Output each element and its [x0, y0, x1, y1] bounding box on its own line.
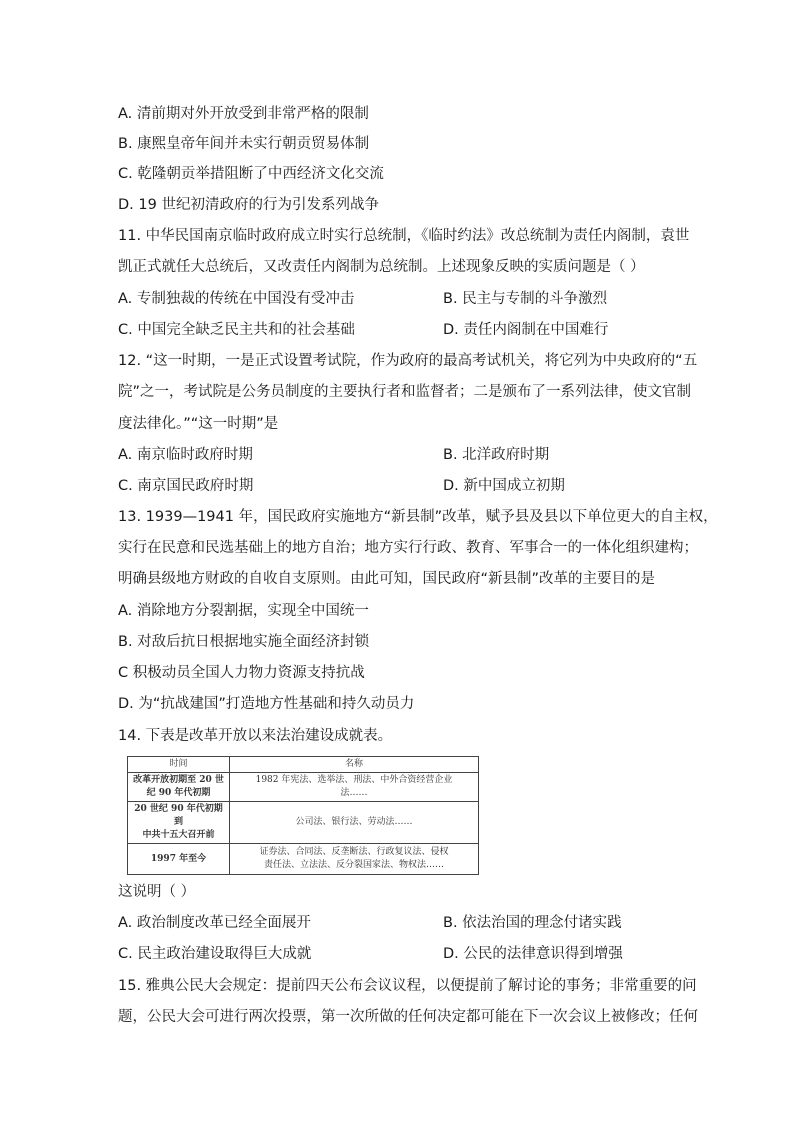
q12-option-b: B. 北洋政府时期 [443, 447, 550, 463]
q14-option-d: D. 公民的法律意识得到增强 [443, 946, 623, 962]
q14-option-c: C. 民主政治建设取得巨大成就 [118, 946, 312, 962]
q14-option-b: B. 依法治国的理念付诸实践 [443, 915, 622, 931]
q12-option-a: A. 南京临时政府时期 [118, 447, 253, 463]
q12-stem-line3: 度法律化。”“这一时期”是 [118, 416, 279, 432]
cell-text: 纪 90 年代初期 [146, 788, 211, 798]
table-cell-laws [230, 802, 479, 844]
q12-option-d: D. 新中国成立初期 [443, 478, 565, 494]
table-header-row [128, 757, 479, 773]
law-achievements-table [127, 756, 479, 875]
q10-option-c: C. 乾隆朝贡举措阻断了中西经济文化交流 [118, 166, 384, 182]
table-cell-period [128, 773, 230, 802]
q10-option-d: D. 19 世纪初清政府的行为引发系列战争 [118, 197, 379, 213]
table-cell-laws [230, 773, 479, 802]
cell-text: 1997 年至今 [150, 853, 207, 864]
cell-text: 公司法、银行法、劳动法…… [295, 817, 413, 827]
table-cell-period [128, 844, 230, 875]
q13-option-a: A. 消除地方分裂割据，实现全中国统一 [118, 603, 369, 619]
table-row [128, 844, 479, 875]
table-header-time: 时间 [128, 757, 230, 773]
q14-after-table: 这说明（ ） [118, 884, 196, 900]
q11-stem-line1: 11. 中华民国南京临时政府成立时实行总统制，《临时约法》改总统制为责任内阁制，袁世 [118, 228, 690, 244]
q10-option-b: B. 康熙皇帝年间并未实行朝贡贸易体制 [118, 136, 370, 152]
q13-stem-line1: 13. 1939—1941 年，国民政府实施地方“新县制”改革，赋予县及县以下单位更大的自主权， [118, 509, 718, 525]
cell-text: 20 世纪 90 年代初期到 [134, 804, 223, 827]
q11-option-b: B. 民主与专制的斗争激烈 [443, 291, 608, 307]
q14-option-a: A. 政治制度改革已经全面展开 [118, 915, 311, 931]
table-header-name: 名称 [230, 757, 479, 773]
q14-stem: 14. 下表是改革开放以来法治建设成就表。 [118, 728, 393, 744]
q13-option-c: C 积极动员全国人力物力资源支持抗战 [118, 665, 365, 681]
cell-text: 改革开放初期至 20 世 [133, 775, 224, 785]
q10-option-a: A. 清前期对外开放受到非常严格的限制 [118, 106, 369, 122]
cell-text: 法…… [340, 788, 368, 798]
q11-option-d: D. 责任内阁制在中国难行 [443, 322, 609, 338]
q13-option-d: D. 为“抗战建国”打造地方性基础和持久动员力 [118, 696, 415, 712]
q11-option-a: A. 专制独裁的传统在中国没有受冲击 [118, 291, 355, 307]
q11-stem-line2: 凯正式就任大总统后，又改责任内阁制为总统制。上述现象反映的实质问题是（ ） [118, 259, 645, 275]
table-row [128, 802, 479, 844]
q15-stem-line2: 题，公民大会可进行两次投票，第一次所做的任何决定都可能在下一次会议上被修改；任何 [118, 1009, 698, 1025]
q11-option-c: C. 中国完全缺乏民主共和的社会基础 [118, 322, 355, 338]
table-cell-laws [230, 844, 479, 875]
q12-stem-line2: 院”之一，考试院是公务员制度的主要执行者和监督者；二是颁布了一系列法律，使文官制 [118, 384, 692, 400]
q12-stem-line1: 12. “这一时期，一是正式设置考试院，作为政府的最高考试机关，将它列为中央政府的“五 [118, 353, 698, 369]
q15-stem-line1: 15. 雅典公民大会规定：提前四天公布会议议程，以便提前了解讨论的事务；非常重要的问 [118, 978, 697, 994]
cell-text: 证券法、合同法、反垄断法、行政复议法、侵权 [259, 847, 449, 857]
cell-text: 责任法、立法法、反分裂国家法、物权法…… [263, 860, 444, 870]
q13-stem-line3: 明确县级地方财政的自收自支原则。由此可知，国民政府“新县制”改革的主要目的是 [118, 571, 656, 587]
cell-text: 中共十五大召开前 [142, 830, 215, 840]
q13-option-b: B. 对敌后抗日根据地实施全面经济封锁 [118, 634, 370, 650]
table-cell-period [128, 802, 230, 844]
q12-option-c: C. 南京国民政府时期 [118, 478, 254, 494]
table-row [128, 773, 479, 802]
cell-text: 1982 年宪法、选举法、刑法、中外合资经营企业 [255, 775, 453, 785]
q13-stem-line2: 实行在民意和民选基础上的地方自治；地方实行行政、教育、军事合一的一体化组织建构； [118, 540, 698, 556]
